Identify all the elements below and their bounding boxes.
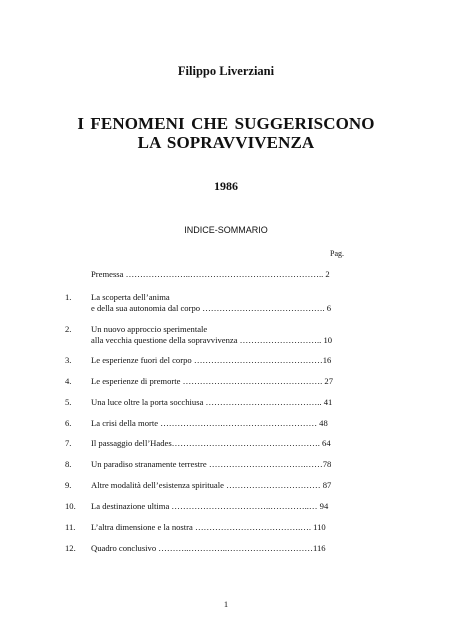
toc-entry-number: 2. <box>65 324 72 334</box>
toc-entry-number: 8. <box>65 459 72 469</box>
toc-entry-line: Una luce oltre la porta socchiusa ………………………………….. 41 <box>91 397 333 407</box>
toc-entry-number: 5. <box>65 397 72 407</box>
toc-entry-text <box>91 522 355 533</box>
title-line-1: I FENOMENI CHE SUGGERISCONO <box>77 114 375 133</box>
toc-entry-line: Il passaggio dell’Hades……………………………………………. 64 <box>91 438 331 448</box>
toc-entry-text <box>91 269 355 280</box>
toc-entry-text <box>91 543 355 554</box>
title-line-2: LA SOPRAVVIVENZA <box>137 133 315 152</box>
toc-entry-line: Le esperienze di premorte …………………………………………. 27 <box>91 376 334 386</box>
toc-entry-text <box>91 418 355 429</box>
toc-entry-text <box>91 355 355 366</box>
toc-entry-line: La crisi della morte ………………….…………………………… 48 <box>91 418 328 428</box>
toc-entry-number: 11. <box>65 522 76 532</box>
toc-entry-text <box>91 324 355 346</box>
toc-entry-text <box>91 459 355 470</box>
toc-entry-text <box>91 397 355 408</box>
toc-entry-number: 6. <box>65 418 72 428</box>
toc-entry-number: 7. <box>65 438 72 448</box>
toc-entry-line: Le esperienze fuori del corpo ………………………………………16 <box>91 355 332 365</box>
toc-entry-line: La destinazione ultima ……………………………..…………..… 94 <box>91 501 329 511</box>
toc-entry-text <box>91 438 355 449</box>
toc-entry-line: Premessa …………………..……………………………………….. 2 <box>91 269 330 279</box>
toc-entry-number: 10. <box>65 501 76 511</box>
index-heading: INDICE-SOMMARIO <box>184 225 268 235</box>
toc-entry-line: L’altra dimensione e la nostra ……………………………….…. 110 <box>91 522 326 532</box>
toc-entry-number: 1. <box>65 292 72 302</box>
toc-entry-number: 12. <box>65 543 76 553</box>
toc-entry-number: 9. <box>65 480 72 490</box>
toc-entry-line: Un paradiso stranamente terrestre …………………………….……78 <box>91 459 332 469</box>
toc-entry-line: La scoperta dell’anima <box>91 292 170 302</box>
page-number: 1 <box>223 599 229 609</box>
toc-entry-line: Altre modalità dell’esistenza spirituale …………………………… 87 <box>91 480 332 490</box>
toc-entry-text <box>91 292 355 314</box>
toc-entry-text <box>91 480 355 491</box>
toc-entry-text <box>91 376 355 387</box>
toc-entry-number: 4. <box>65 376 72 386</box>
page-column-label: Pag. <box>330 249 344 258</box>
toc-entry-line: Quadro conclusivo ………..…………..…………………………116 <box>91 543 326 553</box>
toc-entry-number: 3. <box>65 355 72 365</box>
toc-entry-line: Un nuovo approccio sperimentale <box>91 324 208 334</box>
publication-year: 1986 <box>214 179 238 193</box>
toc-entry-line: e della sua autonomia dal corpo ……………………………………. 6 <box>91 303 332 313</box>
toc-entry-line: alla vecchia questione della sopravvivenza ……………………….. 10 <box>91 335 333 345</box>
author-name: Filippo Liverziani <box>177 64 275 78</box>
toc-entry-text <box>91 501 355 512</box>
